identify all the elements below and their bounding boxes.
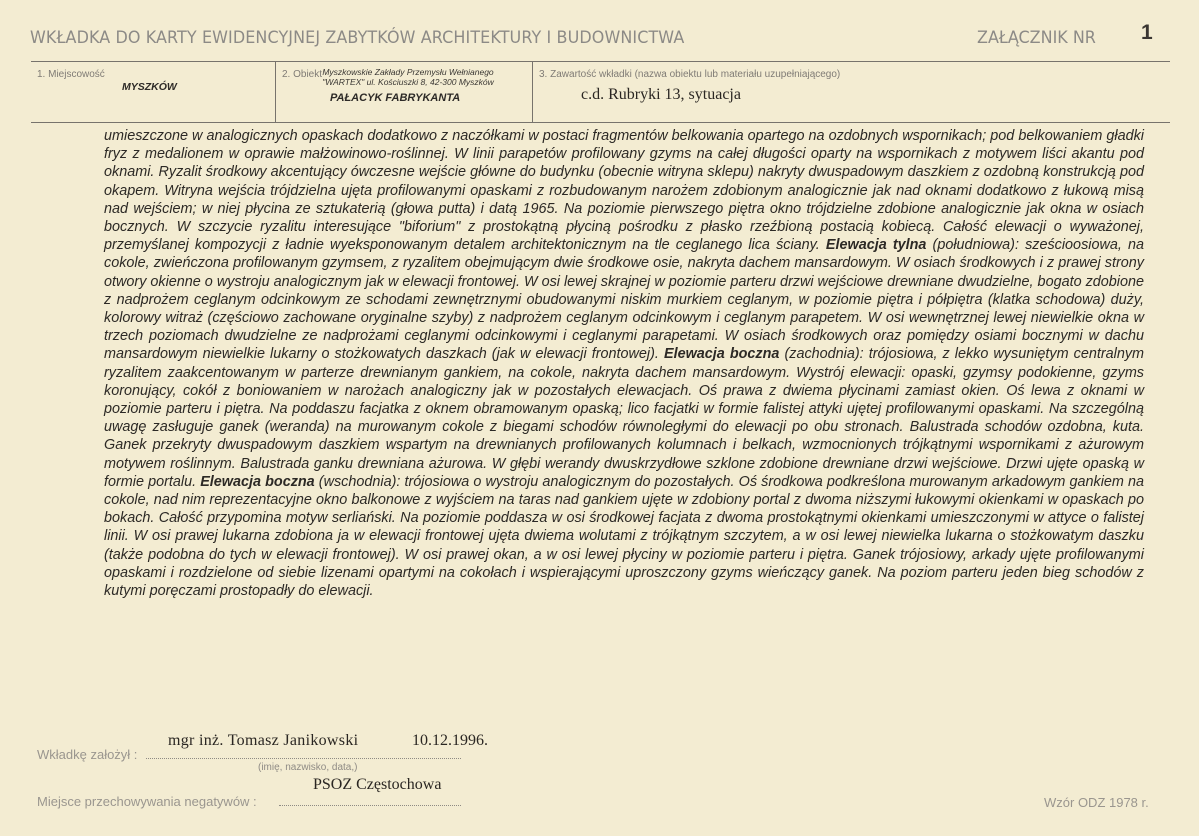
stamp-line-1: Myszkowskie Zakłady Przemysłu Wełnianego xyxy=(322,67,494,77)
paragraph-part-4: (wschodnia): trójosiowa o wystroju analogicznym do pozostałych. Oś środkowa podkreślona murowanym arkadowym gankiem na cokole, nad nim reprezentacyjne okno balkonowe z wyjściem na taras nad gankiem ujęte w zdobiony portal z dwoma niższymi łukowymi okienkami w opaskach po bokach. Całość przypomina motyw serliański. Na poziomie poddasza w osi środkowej facjata z dwoma prostokątnymi okienkami umieszczonymi w attyce o falistej linii. W osi prawej lukarna zdobiona ja w elewacji frontowej ujęta dwiema wolutami z trójkątnym szczytem, a w osi lewej niewielka lukarna o stożkowatym daszku (także podobna do tych w elewacji frontowej). W osi prawej okan, a w osi lewej płyciny w poziomie parteru i piętra. Ganek trójosiowy, arkady ujęte profilowanymi opaskami i rozdzielone od siebie lizenami opartymi na cokołach i wspierającymi uproszczony gzyms wieńczący ganek. Na poziom parteru jeden bieg schodów z kutymi poręczami prostopadły do elewacji. xyxy=(104,473,1145,600)
founder-hint: (imię, nazwisko, data,) xyxy=(258,762,358,773)
object-name: PAŁACYK FABRYKANTA xyxy=(330,92,461,104)
contents-label: 3. Zawartość wkładki (nazwa obiektu lub materiału uzupełniającego) xyxy=(539,69,841,80)
locality-label: 1. Miejscowość xyxy=(37,69,105,80)
annex-number: 1 xyxy=(1141,21,1153,44)
heading-side-elevation-east: Elewacja boczna xyxy=(200,473,315,490)
paragraph-part-3: (zachodnia): trójosiowa, z lekko wysuniętym centralnym ryzalitem zaakcentowanym w parterze drewnianym gankiem, na cokole, nakryta dachem mansardowym. Wystrój elewacji: opaski, gzymsy podokienne, gzyms koronujący, cokół z boniowaniem w narożach analogiczny jak w pozostałych elewacjach. Oś prawa z dwiema płycinami zamiast okien. Oś lewa z oknami w poziomie parteru i piętra. Na poddaszu facjatka z oknem obramowanym opaską; lico facjatki w formie falistej attyki ujętej profilowanymi opaskami. Na szczególną uwagę zasługuje ganek (weranda) na murowanym cokole z biegami schodów równoległymi do elewacji po obu stronach. Balustrada schodów ozdobna, kuta. Ganek przekryty dwuspadowym daszkiem wspartym na drewnianych profilowanych kolumnach i belkach, wzmocnionych trójkątnymi wspornikami z ażurowym motywem roślinnym. Balustrada ganku drewniana ażurowa. W głębi werandy dwuskrzydłowe szklone zdobione drewniane drzwi wejściowe. Drzwi ujęte opaską w formie portalu. xyxy=(104,346,1145,490)
annex-label: ZAŁĄCZNIK NR xyxy=(977,28,1096,48)
description-text xyxy=(104,127,1144,600)
heading-rear-elevation: Elewacja tylna xyxy=(825,237,927,254)
form-title: WKŁADKA DO KARTY EWIDENCYJNEJ ZABYTKÓW ARCHITEKTURY I BUDOWNICTWA xyxy=(30,28,685,48)
paragraph-part-1: umieszczone w analogicznych opaskach dodatkowo z naczółkami w postaci fragmentów belkowania opartego na ozdobnych wspornikach; pod belkowaniem gładki fryz z medalionem w oprawie małżowinowo-roślinnej. W linii parapetów profilowany gzyms na całej długości oparty na wspornikach z motywem liści akantu pod oknami. Ryzalit środkowy akcentujący ówczesne wejście główne do budynku (obecnie witryna sklepu) nakryty dwuspadowym daszkiem z ozdobną konstrukcją pod okapem. Witryna wejścia trójdzielna ujęta profilowanymi opaskami z rozbudowanym narożem zdobionym analogicznie jak nad oknami dodatkowo z łukową misą nad wejściem; w niej płycina ze sztukaterią (głowa putta) i datą 1965. Na poziomie pierwszego piętra okno trójdzielne zdobione analogicznie jak okna w osiach bocznych. W szczycie ryzalitu interesujące "biforium" z prostokątną płyciną pośrodku z płasko rzeźbioną postacią kobiecą. Całość elewacji o wyważonej, przemyślanej kompozycji z ładnie wyeksponowanym detalem architektonicznym na tle ceglanego lica ściany. xyxy=(104,128,1144,254)
heading-side-elevation-west: Elewacja boczna xyxy=(663,346,780,363)
header-bottom-rule xyxy=(31,122,1170,123)
field-divider-2 xyxy=(532,62,533,123)
object-label: 2. Obiekt xyxy=(282,69,323,80)
signed-date: 10.12.1996. xyxy=(412,732,488,749)
company-stamp xyxy=(308,67,508,87)
founder-dotted-line xyxy=(146,758,461,759)
stamp-line-2: "WARTEX" ul. Kościuszki 8, 42-300 Myszków xyxy=(322,77,494,87)
header-top-rule xyxy=(31,61,1170,62)
contents-value: c.d. Rubryki 13, sytuacja xyxy=(581,86,741,103)
founder-label: Wkładkę założył : xyxy=(37,747,138,762)
negatives-label: Miejsce przechowywania negatywów : xyxy=(37,794,257,809)
locality-value: MYSZKÓW xyxy=(122,81,177,93)
form-pattern-label: Wzór ODZ 1978 r. xyxy=(1044,795,1149,810)
field-divider-1 xyxy=(275,62,276,123)
negatives-dotted-line xyxy=(279,805,461,806)
signer-name: mgr inż. Tomasz Janikowski xyxy=(168,732,359,749)
storage-place-value: PSOZ Częstochowa xyxy=(313,776,442,793)
paragraph-part-2: (południowa): sześcioosiowa, na cokole, zwieńczona profilowanym gzymsem, z ryzalitem obejmującym dwie środkowe osie, nakryta dachem mansardowym. W osiach środkowych i z prawej strony otwory okienne o wystroju analogicznym jak w elewacji frontowej. W osi lewej skrajnej w poziomie parteru drzwi wejściowe drewniane dwudzielne, bogato zdobione z nadprożem ceglanym odcinkowym ze schodami zewnętrznymi obudowanymi niskim murkiem ceglanym, w poziomie piętra i półpiętra (klatka schodowa) duży, kolorowy witraż (częściowo zachowane oryginalne szyby) z nadprożem ceglanym odcinkowym i ceglanym parapetem. W osi wewnętrznej lewej niewielkie okna w trzech poziomach dwudzielne ze nadprożami ceglanymi odcinkowymi i ceglanymi parapetami. W osiach środkowych oraz pomiędzy osiami bocznymi w dachu mansardowym niewielkie lukarny o stożkowatych daszkach (jak w elewacji frontowej). xyxy=(104,237,1144,363)
